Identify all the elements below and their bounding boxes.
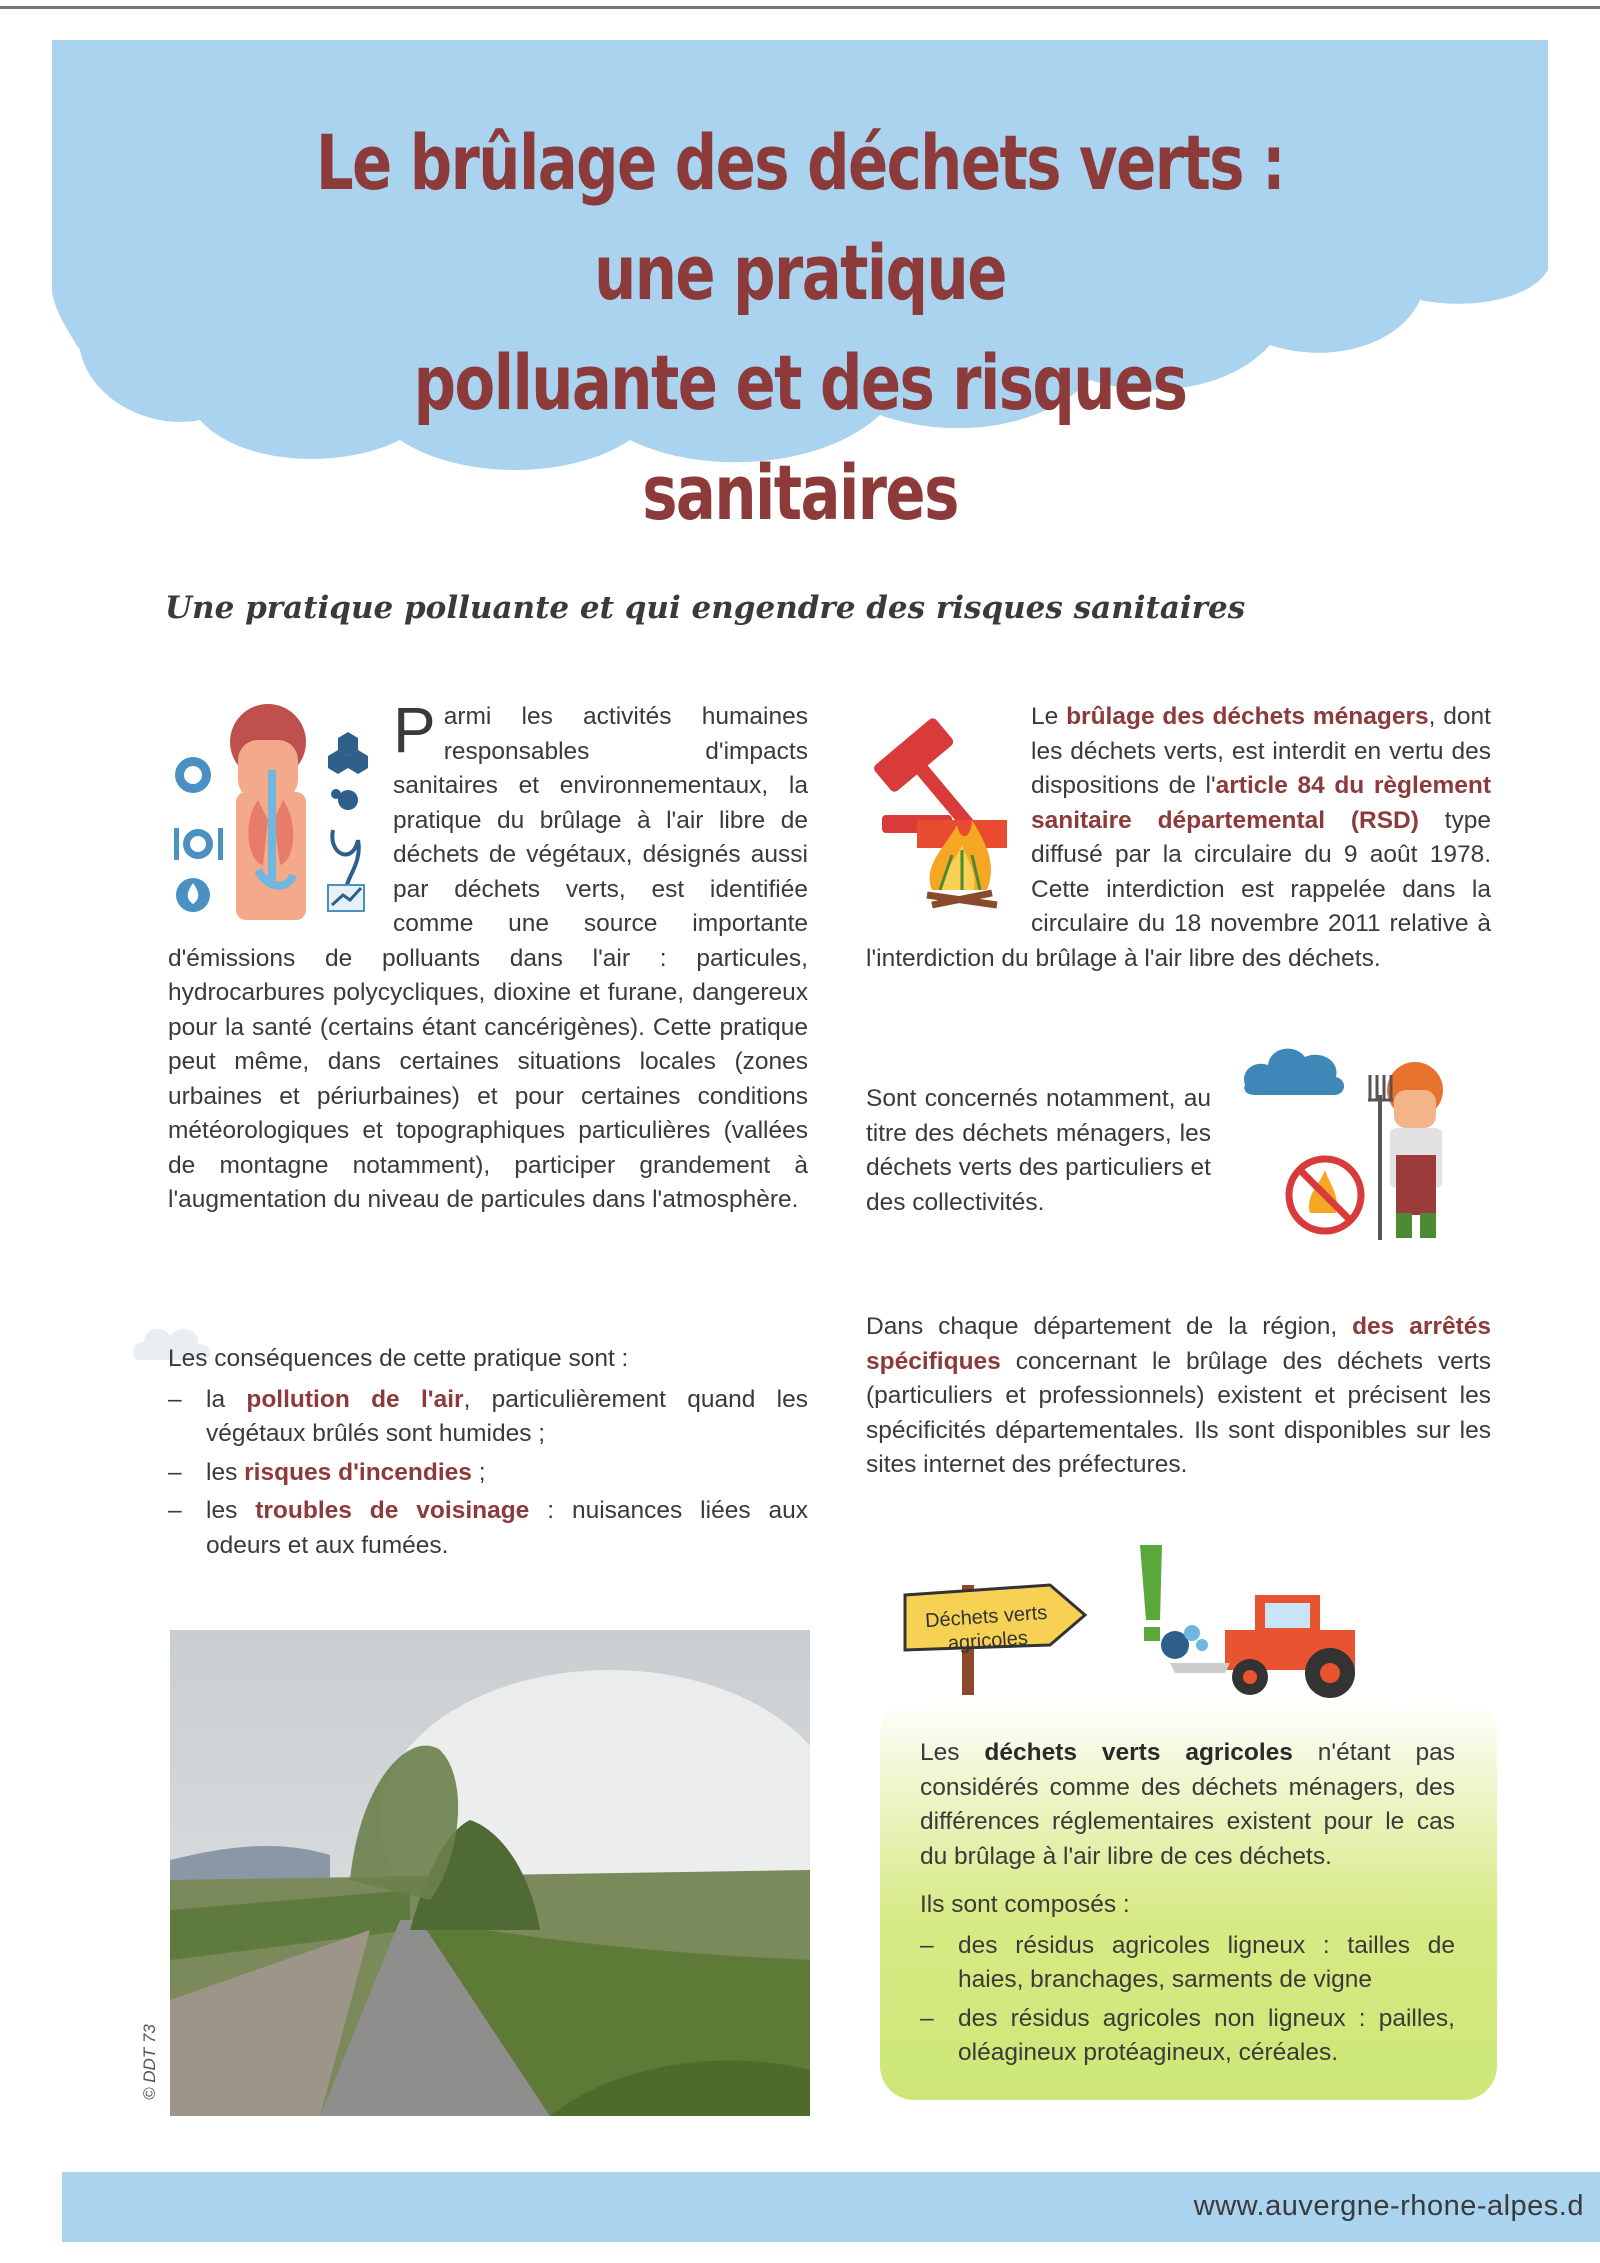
main-title: [293, 108, 1307, 548]
box-paragraph-1: [920, 1736, 1455, 1874]
consequences-block: [168, 1342, 808, 1567]
list-item: [168, 1494, 808, 1563]
box-bold: déchets verts agricoles: [984, 1739, 1293, 1766]
list-item-highlight: risques d'incendies: [244, 1458, 472, 1486]
list-item-highlight: pollution de l'air: [246, 1385, 464, 1413]
box-text-a: Les: [920, 1739, 985, 1766]
tractor-illustration: [1130, 1545, 1370, 1705]
list-item: – des résidus agricoles ligneux : tailles de haies, branchages, sarments de vigne: [920, 1929, 1455, 1998]
left-intro-text: armi les activités humaines responsables d'impacts sanitaires et environnementaux, la pratique du brûlage à l'air libre de déchets de végétaux, désignés aussi par déchets verts, est identifiée comme une source importante d'émissions de polluants dans l'air : particules, hydrocarbures polycycliques, dioxine et furane, dangereux pour la santé (certains étant cancérigènes). Cette pratique peut même, dans certaines situations locales (zones urbaines et périurbaines) et pour certaines conditions météorologiques et topographiques particulières (vallées de montagne notamment), participer grandement à l'augmentation du niveau de particules dans l'atmosphère.: [168, 703, 808, 1213]
list-item: – des résidus agricoles non ligneux : pailles, oléagineux protéagineux, céréales.: [920, 2002, 1455, 2071]
main-title-line1: Le brûlage des déchets verts : une pratique: [315, 118, 1285, 317]
concerned-paragraph: Sont concernés notamment, au titre des déchets ménagers, les déchets verts des particuliers et des collectivités.: [866, 1085, 1211, 1216]
list-item-prefix: la: [206, 1385, 247, 1413]
signpost-label: Déchets verts agricoles: [924, 1601, 1048, 1655]
rsd-highlight-1: brûlage des déchets ménagers: [1066, 703, 1429, 730]
arretes-text-b: concernant le brûlage des déchets verts (particuliers et professionnels) existent et précisent les spécificités départementales. Ils sont disponibles sur les sites internet des préfectures.: [866, 1347, 1491, 1478]
right-rsd-paragraph: [866, 700, 1491, 976]
left-intro-paragraph: [168, 694, 808, 1218]
rsd-text-c: type diffusé par la circulaire du 9 août 1978. Cette interdiction est rappelée dans la circulaire du 18 novembre 2011 relative à l'interdiction du brûlage à l'air libre des déchets.: [866, 806, 1491, 972]
rsd-highlight-2: article 84 du règlement sanitaire départemental (RSD): [1031, 772, 1491, 834]
agricultural-waste-text: [920, 1736, 1455, 2075]
cloud-icon: [1244, 1049, 1344, 1095]
list-item-suffix: ;: [471, 1458, 486, 1486]
icon-float-spacer: [866, 700, 1031, 930]
farmer-illustration: [1240, 1035, 1480, 1250]
arretes-highlight: des arrêtés spécifiques: [866, 1313, 1491, 1375]
main-title-line2: polluante et des risques sanitaires: [413, 338, 1187, 537]
rsd-text-b: , dont les déchets verts, est interdit en vertu des dispositions de l': [1031, 703, 1491, 799]
list-item-suffix: , particulièrement quand les végétaux brûlés sont humides ;: [206, 1385, 808, 1447]
footer-url-link[interactable]: www.auvergne-rhone-alpes.d: [1193, 2190, 1584, 2222]
consequences-intro: Les conséquences de cette pratique sont :: [168, 1345, 629, 1372]
list-item: [168, 1383, 808, 1452]
dropcap-letter: P: [393, 694, 436, 766]
arretes-paragraph: [866, 1310, 1491, 1483]
list-item: [168, 1456, 808, 1491]
photo-credit: © DDT 73: [140, 2024, 159, 2100]
section-title: Une pratique polluante et qui engendre des risques sanitaires: [165, 590, 1246, 626]
list-item-prefix: les: [206, 1458, 245, 1486]
rsd-text-a: Le: [1031, 703, 1067, 730]
consequences-list: [168, 1383, 808, 1564]
exclamation-icon: [1140, 1545, 1162, 1641]
list-item-highlight: troubles de voisinage: [255, 1497, 530, 1524]
list-item-suffix: : nuisances liées aux odeurs et aux fumées.: [206, 1497, 808, 1559]
arretes-text-a: Dans chaque département de la région,: [866, 1313, 1353, 1340]
smoke-road-photo: [170, 1630, 810, 2116]
box-paragraph-2: Ils sont composés :: [920, 1891, 1130, 1918]
box-text-b: n'étant pas considérés comme des déchets ménagers, des différences réglementaires existent pour le cas du brûlage à l'air libre de ces déchets.: [920, 1739, 1455, 1870]
farmer-icon: [1368, 1062, 1443, 1240]
no-fire-icon: [1289, 1159, 1361, 1231]
box-list: [920, 1929, 1455, 2071]
list-item-prefix: les: [206, 1497, 256, 1524]
icon-float-spacer: [168, 700, 393, 928]
